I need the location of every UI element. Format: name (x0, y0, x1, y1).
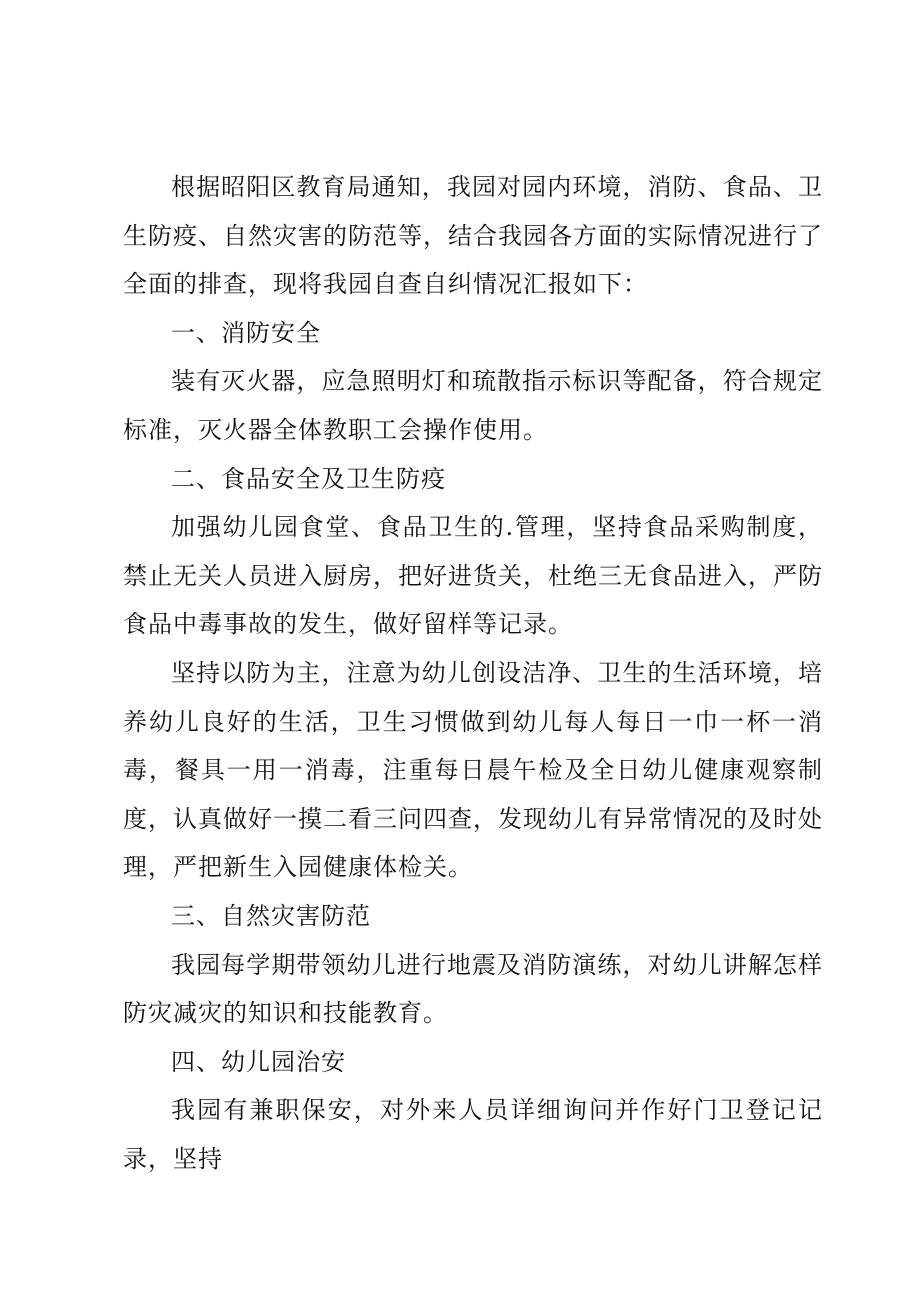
section-heading-fire-safety: 一、消防安全 (171, 318, 321, 347)
food-safety-paragraph-2: 坚持以防为主，注意为幼儿创设洁净、卫生的生活环境，培养幼儿良好的生活，卫生习惯做到幼儿每人每日一巾一杯一消毒，餐具一用一消毒，注重每日晨午检及全日幼儿健康观察制度，认真做好一摸二看三问四查，发现幼儿有异常情况的及时处理，严把新生入园健康体检关。 (123, 658, 823, 882)
natural-disaster-paragraph: 我园每学期带领幼儿进行地震及消防演练，对幼儿讲解怎样防灾减灾的知识和技能教育。 (123, 950, 823, 1028)
food-safety-paragraph-1: 加强幼儿园食堂、食品卫生的.管理，坚持食品采购制度，禁止无关人员进入厨房，把好进货关，杜绝三无食品进入，严防食品中毒事故的发生，做好留样等记录。 (123, 513, 823, 639)
section-heading-food-safety: 二、食品安全及卫生防疫 (171, 464, 446, 493)
intro-paragraph: 根据昭阳区教育局通知，我园对园内环境，消防、食品、卫生防疫、自然灾害的防范等，结合我园各方面的实际情况进行了全面的排查，现将我园自查自纠情况汇报如下： (123, 173, 823, 299)
security-paragraph: 我园有兼职保安，对外来人员详细询问并作好门卫登记记录，坚持 (123, 1096, 823, 1173)
section-heading-security: 四、幼儿园治安 (171, 1047, 346, 1076)
section-heading-natural-disaster: 三、自然灾害防范 (171, 901, 371, 930)
document-body (123, 163, 823, 1183)
fire-safety-paragraph: 装有灭火器，应急照明灯和琉散指示标识等配备，符合规定标准，灭火器全体教职工会操作使用。 (123, 367, 823, 444)
